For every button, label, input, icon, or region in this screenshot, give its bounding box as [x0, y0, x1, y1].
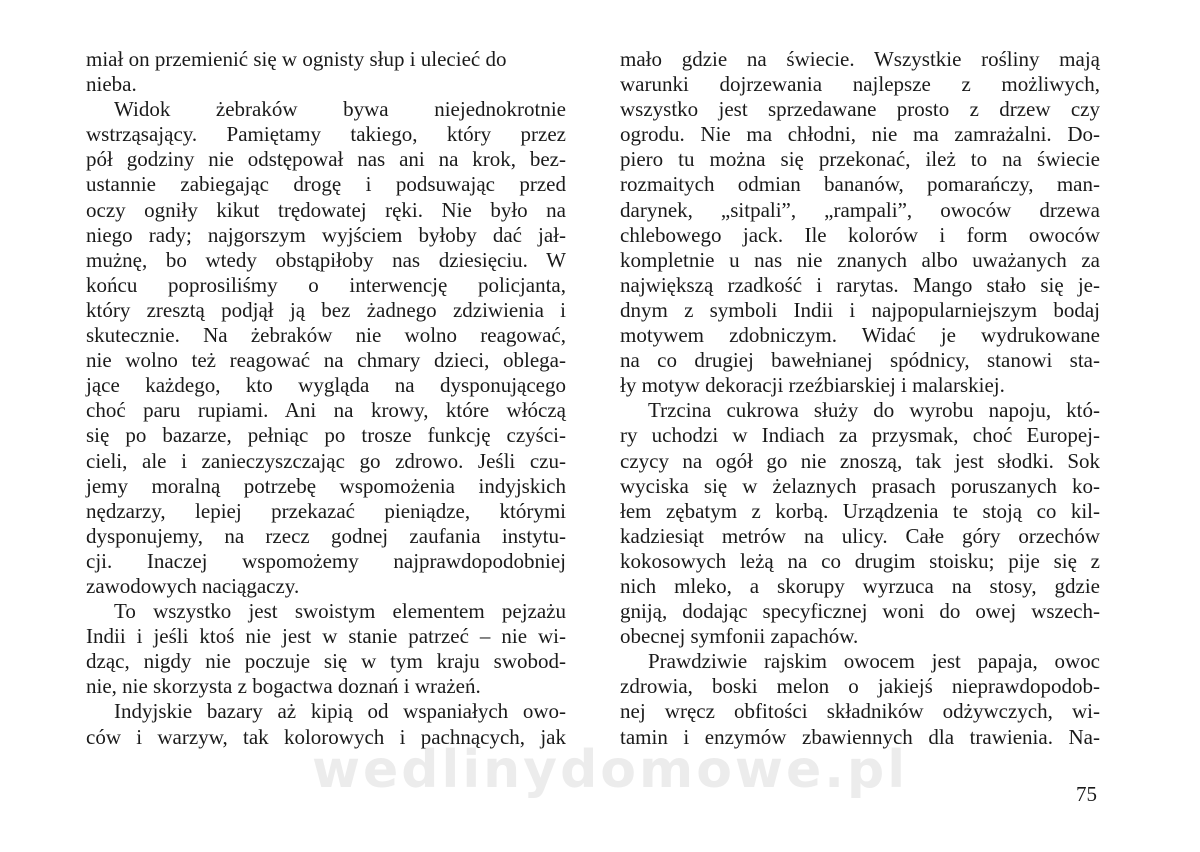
- text-line: cieli, ale i zanieczyszczając go zdrowo. Jeśli czu-: [86, 448, 566, 473]
- text-line: Widok żebraków bywa niejednokrotnie: [114, 97, 566, 122]
- text-line: pół godziny nie odstępował nas ani na krok, bez-: [86, 147, 566, 172]
- text-line: jemy moralną potrzebę wspomożenia indyjskich: [86, 473, 566, 498]
- text-line: darynek, „sitpali”, „rampali”, owoców drzewa: [620, 197, 1100, 222]
- text-line: kompletnie u nas nie znanych albo uważanych za: [620, 247, 1100, 272]
- text-line: dysponujemy, na rzecz godnej zaufania instytu-: [86, 523, 566, 548]
- text-line: ustannie zabiegając drogę i podsuwając przed: [86, 172, 566, 197]
- text-line: kadziesiąt metrów na ulicy. Całe góry orzechów: [620, 523, 1100, 548]
- text-line: nędzarzy, lepiej przekazać pieniądze, którymi: [86, 498, 566, 523]
- text-line: obecnej symfonii zapachów.: [620, 624, 859, 649]
- text-line: ców i warzyw, tak kolorowych i pachnących, jak: [86, 724, 566, 749]
- text-line: dząc, nigdy nie poczuje się w tym kraju swobod-: [86, 649, 566, 674]
- text-line: cji. Inaczej wspomożemy najprawdopodobniej: [86, 548, 566, 573]
- text-line: na co drugiej bawełnianej spódnicy, stanowi sta-: [620, 348, 1100, 373]
- text-line: wyciska się w żelaznych prasach poruszanych ko-: [620, 473, 1100, 498]
- text-line: zawodowych naciągaczy.: [86, 573, 300, 598]
- left-text-column: [86, 47, 566, 750]
- text-line: który zresztą podjął ją bez żadnego zdziwienia i: [86, 297, 566, 322]
- text-line: gniją, dodając specyficznej woni do owej wszech-: [620, 599, 1100, 624]
- text-line: kokosowych leżą na co drugim stoisku; pije się z: [620, 548, 1100, 573]
- text-line: największą rzadkość i rarytas. Mango stało się je-: [620, 272, 1100, 297]
- text-line: nie, nie skorzysta z bogactwa doznań i wrażeń.: [86, 674, 481, 699]
- text-line: końcu poprosiliśmy o interwencję policjanta,: [86, 272, 566, 297]
- text-line: Indii i jeśli ktoś nie jest w stanie patrzeć – nie wi-: [86, 624, 566, 649]
- text-line: To wszystko jest swoistym elementem pejzażu: [114, 599, 566, 624]
- text-line: nej wręcz obfitości składników odżywczych, wi-: [620, 699, 1100, 724]
- text-line: tamin i enzymów zbawiennych dla trawienia. Na-: [620, 724, 1100, 749]
- text-line: warunki dojrzewania najlepsze z możliwych,: [620, 72, 1100, 97]
- text-line: wstrząsający. Pamiętamy takiego, który przez: [86, 122, 566, 147]
- text-line: nich mleko, a skorupy wyrzuca na stosy, gdzie: [620, 573, 1100, 598]
- text-line: łem zębatym z korbą. Urządzenia te stoją co kil-: [620, 498, 1100, 523]
- page-number: 75: [1076, 782, 1097, 806]
- text-line: mużnę, bo wtedy obstąpiłoby nas dziesięciu. W: [86, 247, 566, 272]
- right-text-column: [620, 47, 1100, 750]
- text-line: Trzcina cukrowa służy do wyrobu napoju, któ-: [648, 398, 1100, 423]
- text-line: skutecznie. Na żebraków nie wolno reagować,: [86, 323, 566, 348]
- text-line: oczy ogniły kikut trędowatej ręki. Nie było na: [86, 197, 566, 222]
- text-line: dnym z symboli Indii i najpopularniejszym bodaj: [620, 297, 1100, 322]
- text-line: ły motyw dekoracji rzeźbiarskiej i malarskiej.: [620, 373, 1005, 398]
- text-line: rozmaitych odmian bananów, pomarańczy, man-: [620, 172, 1100, 197]
- text-line: ogrodu. Nie ma chłodni, nie ma zamrażalni. Do-: [620, 122, 1100, 147]
- text-line: choć paru rupiami. Ani na krowy, które włóczą: [86, 398, 566, 423]
- text-line: piero tu można się przekonać, ileż to na świecie: [620, 147, 1100, 172]
- text-line: czycy na ogół go nie znoszą, tak jest słodki. Sok: [620, 448, 1100, 473]
- text-line: miał on przemienić się w ognisty słup i ulecieć do: [86, 47, 507, 71]
- text-line: ry uchodzi w Indiach za przysmak, choć Europej-: [620, 423, 1100, 448]
- text-line: nie wolno też reagować na chmary dzieci, oblega-: [86, 348, 566, 373]
- text-line: nieba.: [86, 72, 137, 97]
- text-line: chlebowego jack. Ile kolorów i form owoców: [620, 222, 1100, 247]
- text-line: wszystko jest sprzedawane prosto z drzew czy: [620, 97, 1100, 122]
- text-line: Indyjskie bazary aż kipią od wspaniałych owo-: [114, 699, 566, 724]
- text-line: motywem zdobniczym. Widać je wydrukowane: [620, 323, 1100, 348]
- text-line: mało gdzie na świecie. Wszystkie rośliny mają: [620, 47, 1100, 71]
- text-line: Prawdziwie rajskim owocem jest papaja, owoc: [648, 649, 1100, 674]
- text-line: zdrowia, boski melon o jakiejś nieprawdopodob-: [620, 674, 1100, 699]
- text-line: się po bazarze, pełniąc po trosze funkcję czyści-: [86, 423, 566, 448]
- text-line: jące każdego, kto wygląda na dysponującego: [86, 373, 566, 398]
- text-line: niego rady; najgorszym wyjściem byłoby dać jał-: [86, 222, 566, 247]
- watermark: wedlinydomowe.pl: [311, 740, 909, 800]
